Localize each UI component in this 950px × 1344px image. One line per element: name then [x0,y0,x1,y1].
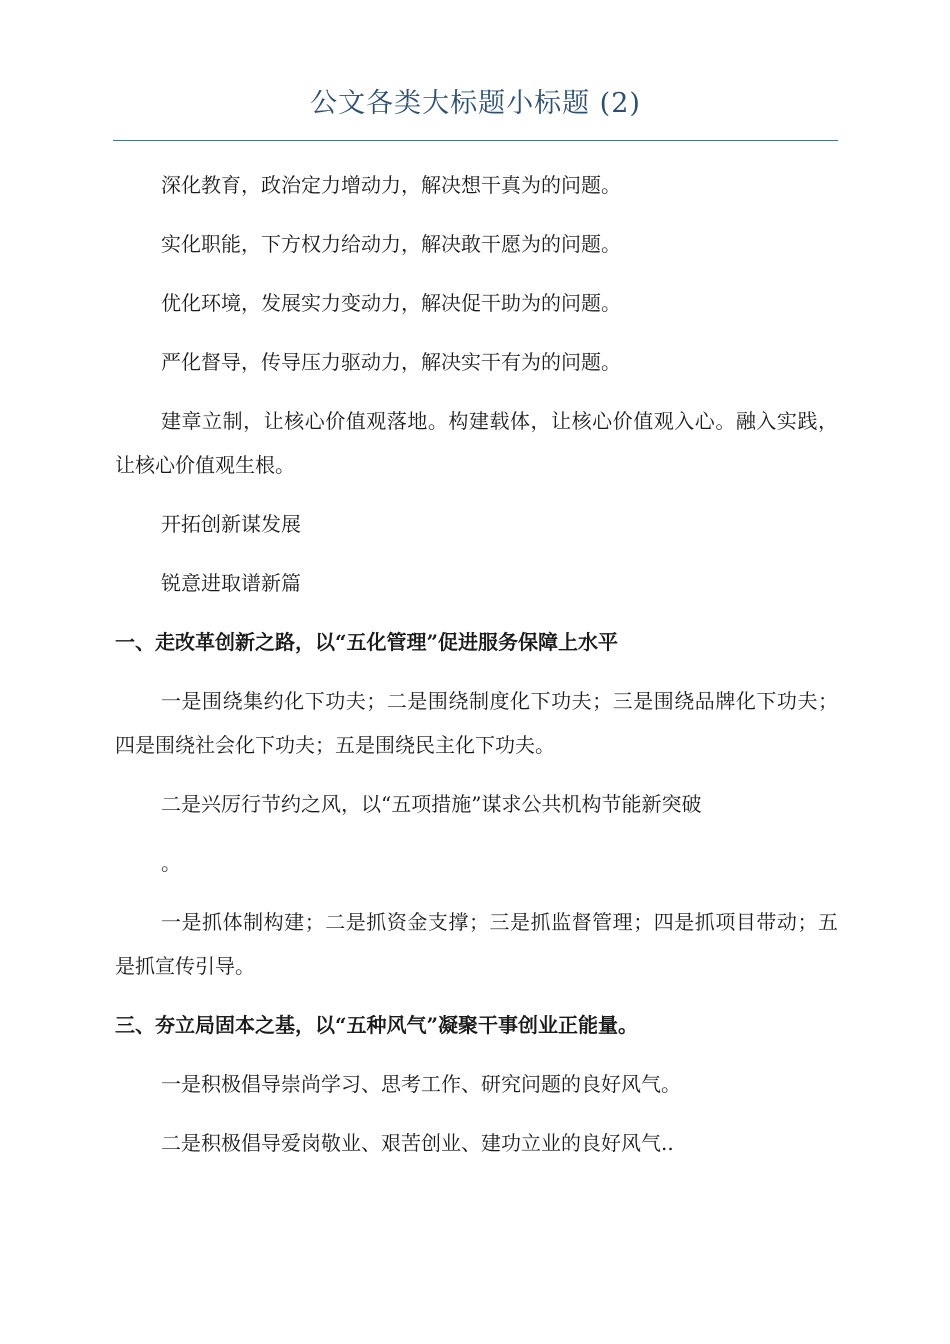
body-paragraph: 二是兴厉行节约之风，以“五项措施”谋求公共机构节能新突破 [161,792,702,816]
body-paragraph: 严化督导，传导压力驱动力，解决实干有为的问题。 [161,350,621,374]
body-paragraph: 开拓创新谋发展 [161,512,301,536]
body-paragraph: 一是积极倡导崇尚学习、思考工作、研究问题的良好风气。 [161,1072,681,1096]
body-paragraph: 建章立制，让核心价值观落地。构建载体，让核心价值观入心。融入实践，让核心价值观生根。 [115,409,838,477]
section-heading: 一、走改革创新之路，以“五化管理”促进服务保障上水平 [115,630,619,654]
body-paragraph: 优化环境，发展实力变动力，解决促干助为的问题。 [161,291,621,315]
title-divider [113,140,838,141]
body-paragraph: 二是积极倡导爱岗敬业、艰苦创业、建功立业的良好风气.. [161,1131,674,1155]
body-paragraph: 实化职能，下方权力给动力，解决敢干愿为的问题。 [161,232,621,256]
body-paragraph: 一是抓体制构建；二是抓资金支撑；三是抓监督管理；四是抓项目带动；五是抓宣传引导。 [115,910,838,978]
document-title: 公文各类大标题小标题 (2) [310,88,641,119]
section-heading: 三、夯立局固本之基，以“五种风气”凝聚干事创业正能量。 [115,1013,639,1037]
body-paragraph: 锐意进取谱新篇 [161,571,301,595]
body-paragraph: 。 [161,851,181,875]
body-paragraph: 深化教育，政治定力增动力，解决想干真为的问题。 [161,173,621,197]
document-body [115,163,838,1180]
body-paragraph: 一是围绕集约化下功夫；二是围绕制度化下功夫；三是围绕品牌化下功夫；四是围绕社会化下功夫；五是围绕民主化下功夫。 [115,689,838,757]
